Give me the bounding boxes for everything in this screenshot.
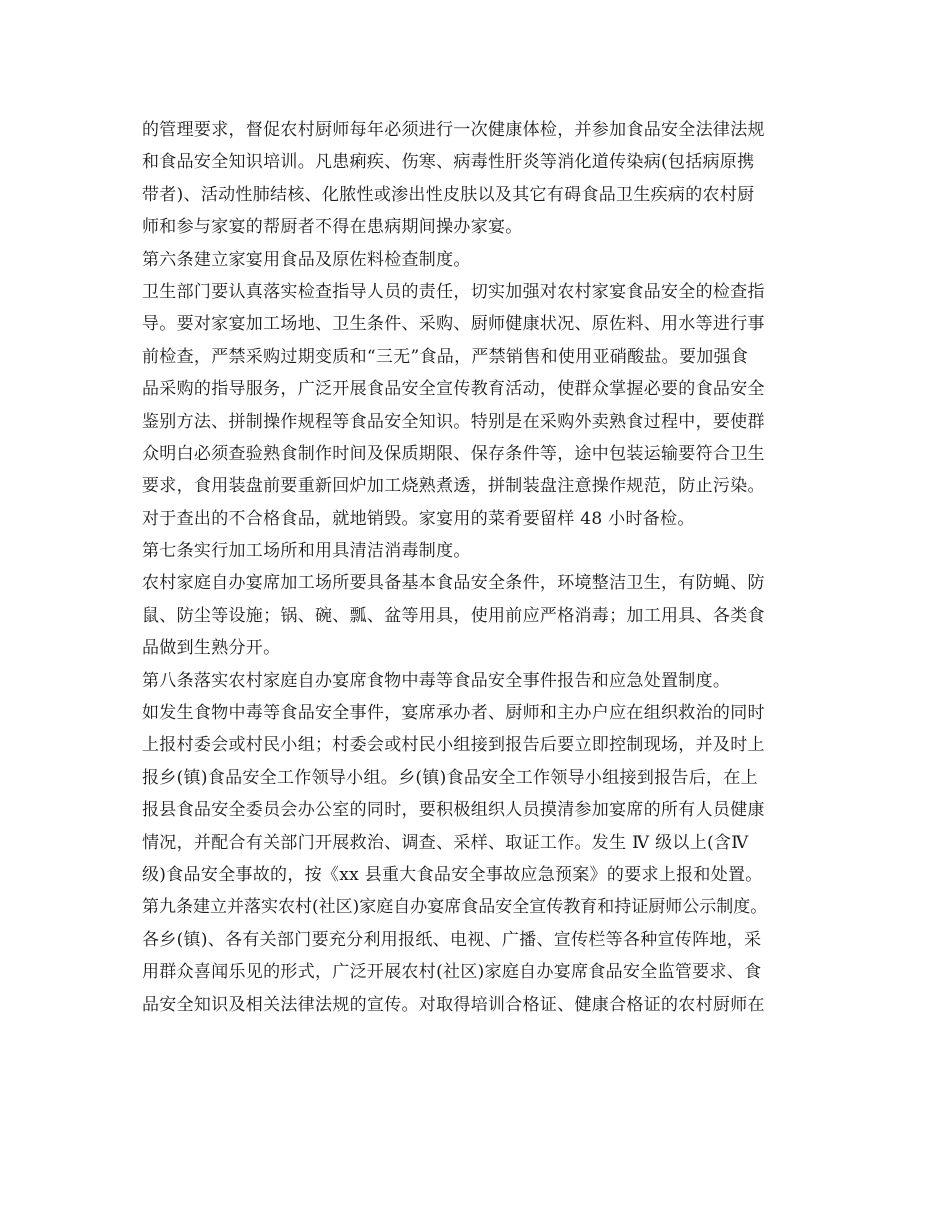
- text-line: 众明白必须查验熟食制作时间及保质期限、保存条件等，途中包装运输要符合卫生: [142, 443, 765, 464]
- text-line: 卫生部门要认真落实检查指导人员的责任，切实加强对农村家宴食品安全的检查指: [142, 281, 765, 302]
- text-line: 报乡(镇)食品安全工作领导小组。乡(镇)食品安全工作领导小组接到报告后，在上: [142, 767, 758, 788]
- text-line: 导。要对家宴加工场地、卫生条件、采购、厨师健康状况、原佐料、用水等进行事: [142, 314, 765, 335]
- text-line: 品安全知识及相关法律法规的宣传。对取得培训合格证、健康合格证的农村厨师在: [142, 994, 765, 1015]
- text-line: 要求，食用装盘前要重新回炉加工烧熟煮透，拼制装盘注意操作规范，防止污染。: [142, 476, 765, 497]
- text-line: 鼠、防尘等设施；锅、碗、瓢、盆等用具，使用前应严格消毒；加工用具、各类食: [142, 605, 765, 626]
- text-line: 报县食品安全委员会办公室的同时，要积极组织人员摸清参加宴席的所有人员健康: [142, 800, 765, 821]
- text-line: 的管理要求，督促农村厨师每年必须进行一次健康体检，并参加食品安全法律法规: [142, 120, 765, 140]
- article-heading: 第八条落实农村家庭自办宴席食物中毒等食品安全事件报告和应急处置制度。: [142, 670, 731, 691]
- text-line: 鉴别方法、拼制操作规程等食品安全知识。特别是在采购外卖熟食过程中，要使群: [142, 411, 765, 432]
- text-line: 师和参与家宴的帮厨者不得在患病期间操办家宴。: [142, 217, 523, 238]
- article-heading: 第九条建立并落实农村(社区)家庭自办宴席食品安全宣传教育和持证厨师公示制度。: [142, 897, 768, 918]
- article-heading: 第七条实行加工场所和用具清洁消毒制度。: [142, 541, 471, 562]
- text-line: 情况，并配合有关部门开展救治、调查、采样、取证工作。发生 Ⅳ 级以上(含Ⅳ: [142, 832, 749, 853]
- text-line: 前检查，严禁采购过期变质和“三无”食品，严禁销售和使用亚硝酸盐。要加强食: [142, 346, 749, 367]
- text-line: 和食品安全知识培训。凡患痢疾、伤寒、病毒性肝炎等消化道传染病(包括病原携: [142, 152, 755, 173]
- text-line: 各乡(镇)、各有关部门要充分利用报纸、电视、广播、宣传栏等各种宣传阵地，采: [142, 929, 762, 950]
- text-line: 如发生食物中毒等食品安全事件，宴席承办者、厨师和主办户应在组织救治的同时: [142, 703, 765, 724]
- text-line: 上报村委会或村民小组；村委会或村民小组接到报告后要立即控制现场，并及时上: [142, 735, 765, 756]
- text-line: 品采购的指导服务，广泛开展食品安全宣传教育活动，使群众掌握必要的食品安全: [142, 379, 765, 400]
- article-heading: 第六条建立家宴用食品及原佐料检查制度。: [142, 249, 471, 270]
- text-line: 带者)、活动性肺结核、化脓性或渗出性皮肤以及其它有碍食品卫生疾病的农村厨: [142, 184, 755, 205]
- document-body: [142, 114, 822, 1021]
- text-line: 对于查出的不合格食品，就地销毁。家宴用的菜肴要留样 48 小时备检。: [142, 508, 695, 529]
- text-line: 级)食品安全事故的，按《xx 县重大食品安全事故应急预案》的要求上报和处置。: [142, 864, 763, 885]
- text-line: 农村家庭自办宴席加工场所要具备基本食品安全条件，环境整洁卫生，有防蝇、防: [142, 573, 765, 594]
- text-line: 用群众喜闻乐见的形式，广泛开展农村(社区)家庭自办宴席食品安全监管要求、食: [142, 962, 762, 983]
- text-line: 品做到生熟分开。: [142, 638, 281, 659]
